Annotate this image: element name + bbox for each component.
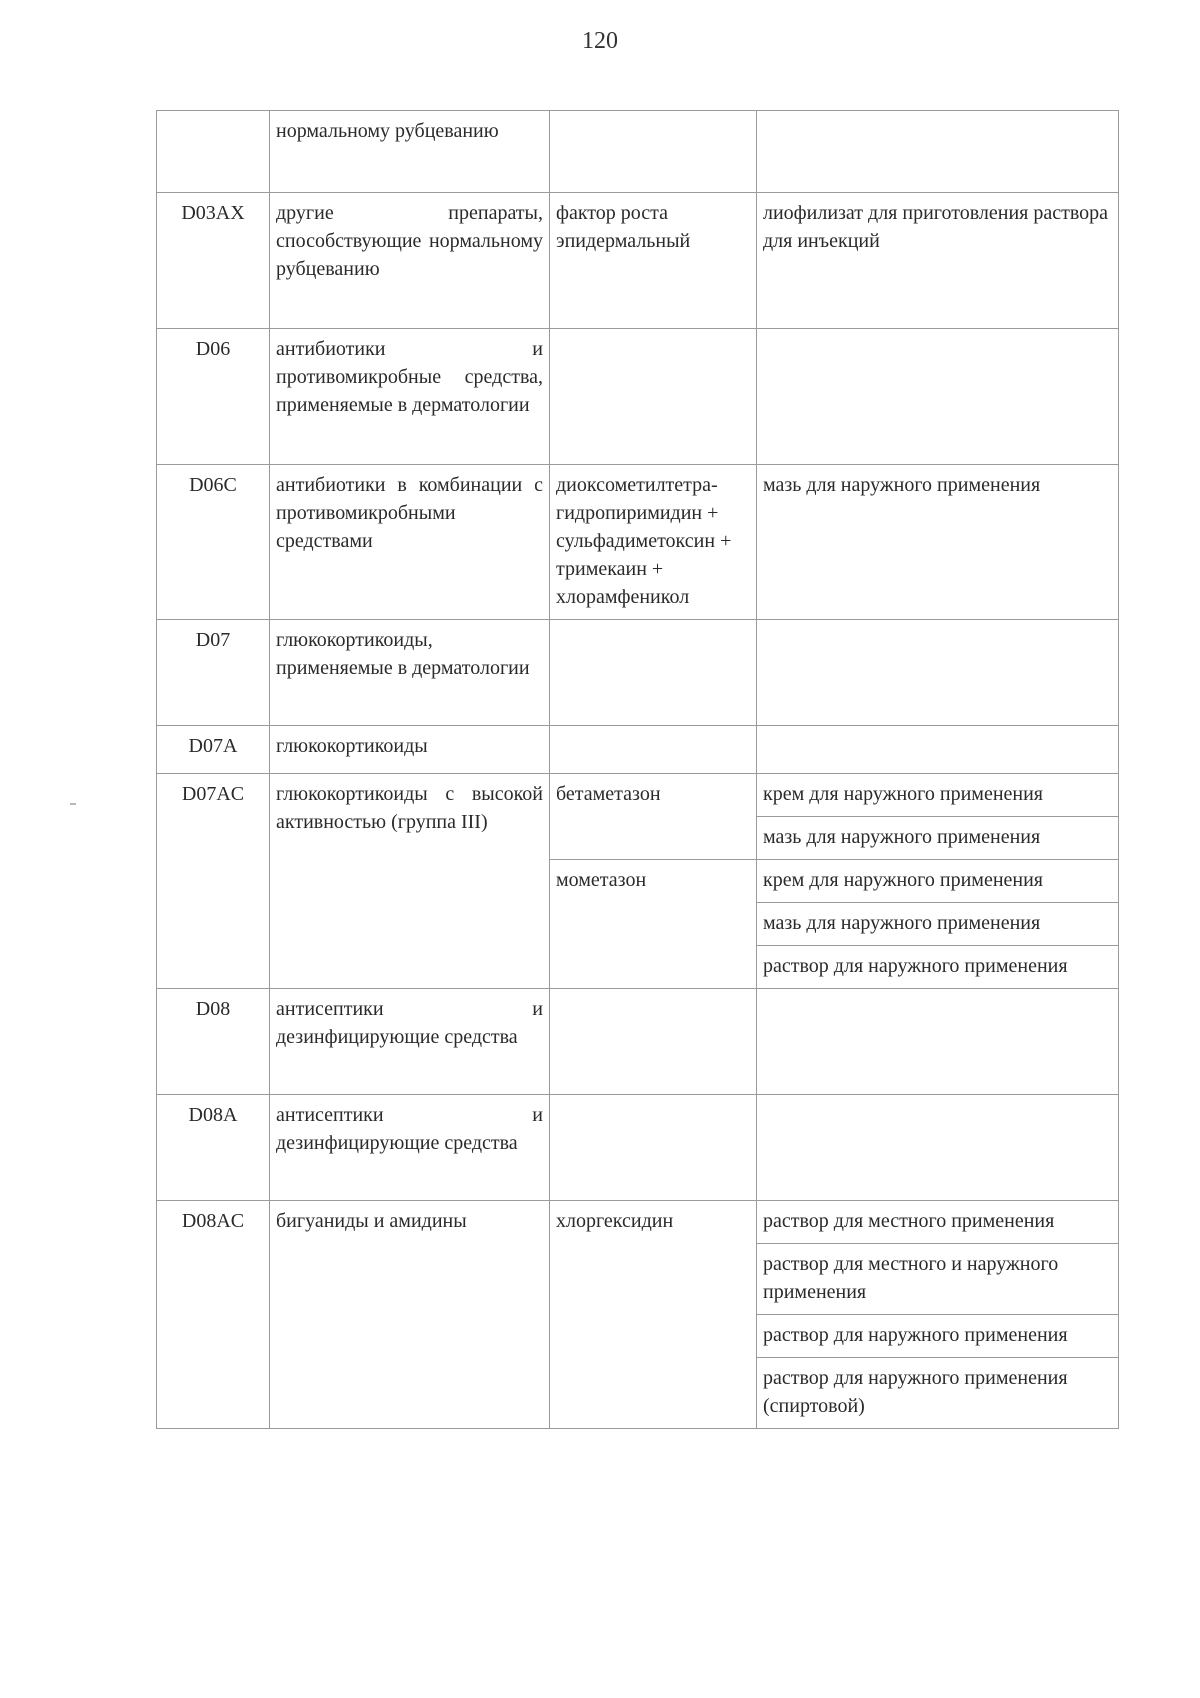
atc-code-cell: D07 [157, 620, 270, 726]
group-name-cell: другие препараты, способствующие нормальному рубцеванию [270, 193, 550, 329]
atc-code-cell: D07A [157, 726, 270, 774]
dosage-form-cell [757, 620, 1119, 726]
table-row [157, 329, 1119, 465]
dosage-form-cell [757, 726, 1119, 774]
dosage-form-cell: лиофилизат для приготовления раствора для инъекций [757, 193, 1119, 329]
atc-code-cell: D08 [157, 989, 270, 1095]
atc-code-cell: D07AC [157, 774, 270, 989]
group-name-cell: нормальному рубцеванию [270, 111, 550, 193]
dosage-form-cell: раствор для наружного применения [757, 946, 1119, 989]
atc-code-cell: D06C [157, 465, 270, 620]
dosage-form-cell: мазь для наружного применения [757, 903, 1119, 946]
substance-cell [550, 111, 757, 193]
dosage-form-cell [757, 111, 1119, 193]
group-name-cell: антибиотики в комбинации с противомикробными средствами [270, 465, 550, 620]
group-name-cell: глюкокортикоиды, применяемые в дерматологии [270, 620, 550, 726]
atc-code-cell: D03AX [157, 193, 270, 329]
dosage-form-cell: мазь для наружного применения [757, 817, 1119, 860]
substance-cell [550, 989, 757, 1095]
atc-code-cell [157, 111, 270, 193]
table-row [157, 726, 1119, 774]
group-name-cell: бигуаниды и амидины [270, 1201, 550, 1429]
table-row [157, 111, 1119, 193]
dosage-form-cell: раствор для наружного применения (спиртовой) [757, 1358, 1119, 1429]
substance-cell: фактор роста эпидермальный [550, 193, 757, 329]
table-row [157, 193, 1119, 329]
group-name-cell: глюкокортикоиды [270, 726, 550, 774]
substance-cell: мометазон [550, 860, 757, 989]
table-row [157, 465, 1119, 620]
dosage-form-cell: мазь для наружного применения [757, 465, 1119, 620]
substance-cell [550, 329, 757, 465]
atc-code-cell: D08A [157, 1095, 270, 1201]
substance-cell: диоксометилтетра-гидропиримидин + сульфадиметоксин + тримекаин + хлорамфеникол [550, 465, 757, 620]
group-name-cell: антибиотики и противомикробные средства, применяемые в дерматологии [270, 329, 550, 465]
dosage-form-cell: крем для наружного применения [757, 860, 1119, 903]
group-name-cell: антисептики и дезинфицирующие средства [270, 1095, 550, 1201]
page-number: 120 [582, 28, 618, 54]
substance-cell [550, 1095, 757, 1201]
substance-cell: бетаметазон [550, 774, 757, 860]
dosage-form-cell [757, 329, 1119, 465]
drug-table [156, 110, 1119, 1429]
substance-cell [550, 620, 757, 726]
table-row [157, 620, 1119, 726]
substance-cell [550, 726, 757, 774]
atc-code-cell: D08AC [157, 1201, 270, 1429]
dosage-form-cell [757, 989, 1119, 1095]
dosage-form-cell: крем для наружного применения [757, 774, 1119, 817]
table-row [157, 1201, 1119, 1244]
drug-table-body [157, 111, 1119, 1429]
scan-mark [70, 803, 76, 805]
group-name-cell: глюкокортикоиды с высокой активностью (группа III) [270, 774, 550, 989]
group-name-cell: антисептики и дезинфицирующие средства [270, 989, 550, 1095]
dosage-form-cell: раствор для местного и наружного применения [757, 1244, 1119, 1315]
atc-code-cell: D06 [157, 329, 270, 465]
table-row [157, 989, 1119, 1095]
substance-cell: хлоргексидин [550, 1201, 757, 1429]
dosage-form-cell [757, 1095, 1119, 1201]
table-row [157, 1095, 1119, 1201]
dosage-form-cell: раствор для наружного применения [757, 1315, 1119, 1358]
dosage-form-cell: раствор для местного применения [757, 1201, 1119, 1244]
table-row [157, 774, 1119, 817]
